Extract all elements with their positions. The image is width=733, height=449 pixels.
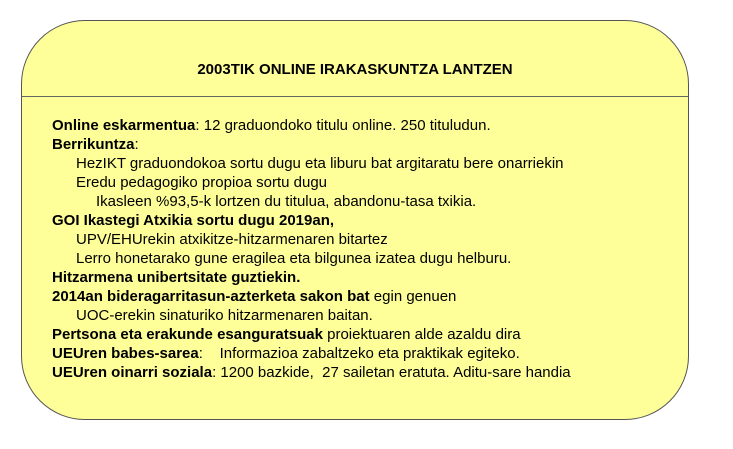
line-label: UEUren babes-sarea bbox=[52, 345, 199, 362]
line-text: egin genuen bbox=[369, 288, 457, 305]
line-label: Berrikuntza bbox=[52, 136, 135, 153]
card-title: 2003TIK ONLINE IRAKASKUNTZA LANTZEN bbox=[197, 61, 513, 78]
line-online-eskarmentua bbox=[52, 117, 491, 135]
line-ikasleen: Ikasleen %93,5-k lortzen du titulua, abandonu-tasa txikia. bbox=[96, 193, 477, 210]
line-label: 2014an bideragarritasun-azterketa sakon bat bbox=[52, 288, 370, 305]
line-pertsona bbox=[52, 326, 521, 344]
line-hitzarmena bbox=[52, 269, 300, 287]
line-lerro: Lerro honetarako gune eragilea eta bilgunea izatea dugu helburu. bbox=[76, 250, 512, 267]
title-divider bbox=[22, 96, 688, 97]
line-label: UEUren oinarri soziala bbox=[52, 364, 213, 381]
line-text: : 1200 bazkide, 27 sailetan eratuta. Aditu-sare handia bbox=[212, 364, 571, 381]
line-goi bbox=[52, 212, 334, 230]
line-label: Online eskarmentua bbox=[52, 117, 196, 134]
line-upv: UPV/EHUrekin atxikitze-hitzarmenaren bitartez bbox=[76, 231, 388, 248]
line-label: GOI Ikastegi Atxikia sortu dugu 2019an, bbox=[52, 212, 335, 229]
line-oinarri-soziala bbox=[52, 364, 571, 382]
line-text: : bbox=[134, 136, 139, 153]
line-berrikuntza bbox=[52, 136, 139, 154]
line-text: : Informazioa zabaltzeko eta praktikak egiteko. bbox=[198, 345, 520, 362]
line-babes-sarea bbox=[52, 345, 520, 363]
line-eredu: Eredu pedagogiko propioa sortu dugu bbox=[76, 174, 328, 191]
line-text: proiektuaren alde azaldu dira bbox=[322, 326, 521, 343]
line-uoc: UOC-erekin sinaturiko hitzarmenaren baitan. bbox=[76, 307, 373, 324]
line-label: Hitzarmena unibertsitate guztiekin. bbox=[52, 269, 301, 286]
line-azterketa bbox=[52, 288, 456, 306]
line-text: : 12 graduondoko titulu online. 250 tituludun. bbox=[195, 117, 491, 134]
line-hezikt: HezIKT graduondokoa sortu dugu eta liburu bat argitaratu bere onarriekin bbox=[76, 155, 564, 172]
line-label: Pertsona eta erakunde esanguratsuak bbox=[52, 326, 323, 343]
